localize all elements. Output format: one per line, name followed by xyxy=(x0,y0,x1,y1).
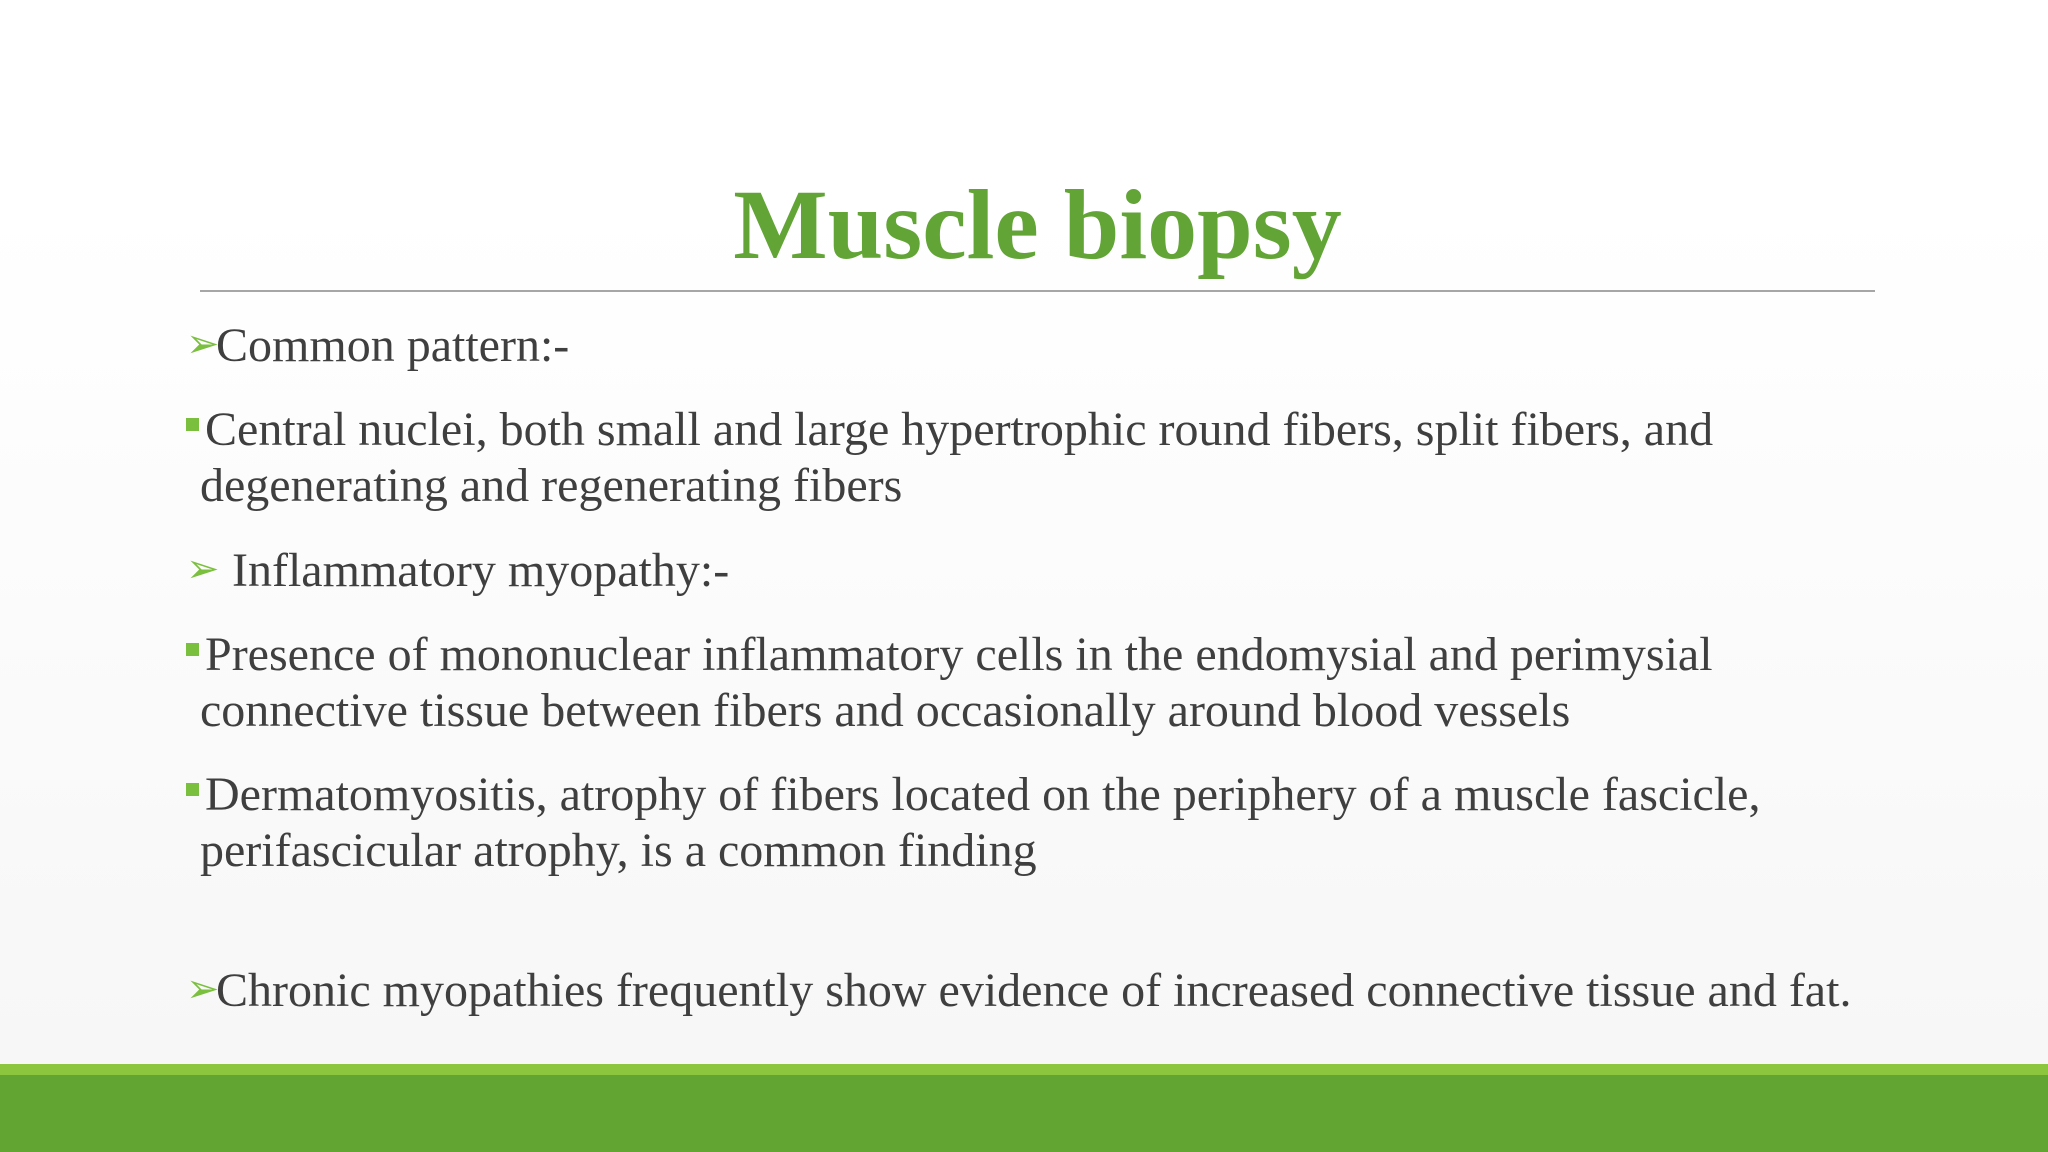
bullet-chronic-myopathies xyxy=(186,961,1986,1019)
bullet-text: Common pattern:- xyxy=(216,319,570,372)
arrow-bullet-icon: ➢ xyxy=(186,321,220,367)
arrow-bullet-icon: ➢ xyxy=(186,966,220,1012)
arrow-bullet-icon: ➢ xyxy=(186,546,220,592)
bullet-text-line2: perifascicular atrophy, is a common finding xyxy=(200,824,1037,877)
bullet-text-line1: Dermatomyositis, atrophy of fibers located on the periphery of a muscle fascicle, xyxy=(205,768,1761,821)
bullet-inflammatory-myopathy xyxy=(186,541,1986,599)
footer-band-dark xyxy=(0,1075,2048,1152)
bullet-central-nuclei xyxy=(186,402,1986,514)
slide-title: Muscle biopsy xyxy=(733,169,1342,280)
bullet-mononuclear-cells xyxy=(186,627,1986,739)
bullet-dermatomyositis xyxy=(186,767,1986,879)
bullet-text-line2: degenerating and regenerating fibers xyxy=(200,459,903,512)
bullet-text: Chronic myopathies frequently show evidence of increased connective tissue and fat. xyxy=(216,964,1852,1017)
square-bullet-icon xyxy=(186,418,199,431)
bullet-text-line1: Central nuclei, both small and large hypertrophic round fibers, split fibers, and xyxy=(205,403,1714,456)
bullet-text-line2: connective tissue between fibers and occasionally around blood vessels xyxy=(200,684,1571,737)
square-bullet-icon xyxy=(186,643,199,656)
title-divider xyxy=(200,290,1875,292)
footer-band-light xyxy=(0,1064,2048,1075)
square-bullet-icon xyxy=(186,783,199,796)
bullet-common-pattern xyxy=(186,316,1986,374)
bullet-text: Inflammatory myopathy:- xyxy=(232,544,730,597)
bullet-text-line1: Presence of mononuclear inflammatory cells in the endomysial and perimysial xyxy=(205,628,1713,681)
